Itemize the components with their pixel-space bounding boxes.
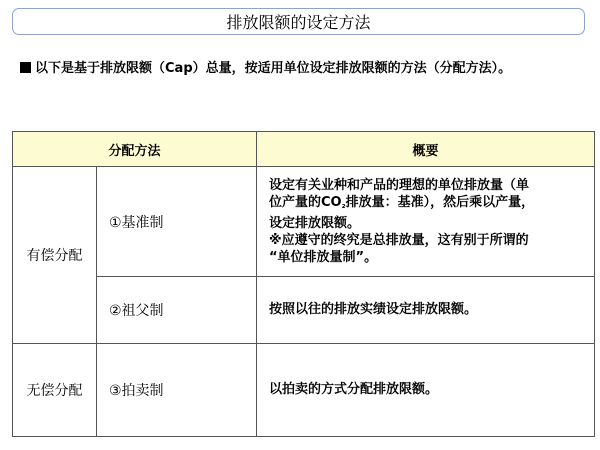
desc-line: “单位排放量制”。 [269,250,378,266]
table-header-row [13,132,595,167]
method-grandfathering: ②祖父制 [97,276,257,343]
desc-fragment: 排放量：基准），然后乘以产量， [345,195,535,211]
intro-text-content: 以下是基于排放限额（Cap）总量，按适用单位设定排放限额的方法（分配方法）。 [35,61,512,76]
header-method: 分配方法 [13,132,257,167]
desc-auction: 以拍卖的方式分配排放限额。 [257,343,595,436]
desc-grandfathering: 按照以往的排放实绩设定排放限额。 [257,276,595,343]
page-title-text: 排放限额的设定方法 [226,13,371,32]
table-row [13,167,595,276]
desc-line [269,194,584,215]
square-bullet-icon [20,62,31,73]
method-benchmark: ①基准制 [97,167,257,276]
desc-line: ※应遵守的终究是总排放量，这有别于所谓的 [269,233,529,249]
table-row [13,276,595,343]
intro-text [20,60,580,78]
group-paid: 有偿分配 [13,167,97,343]
desc-line: 设定有关业种和产品的理想的单位排放量（单 [269,178,530,194]
table-row [13,343,595,436]
subscript-two: ₂ [341,201,346,212]
group-free: 无偿分配 [13,343,97,436]
allocation-method-table [12,131,595,437]
desc-line: 设定排放限额。 [269,216,361,232]
desc-benchmark [257,167,595,276]
desc-fragment: 位产量的CO [269,195,342,211]
header-overview: 概要 [257,132,595,167]
method-auction: ③拍卖制 [97,343,257,436]
page-title [12,8,585,35]
